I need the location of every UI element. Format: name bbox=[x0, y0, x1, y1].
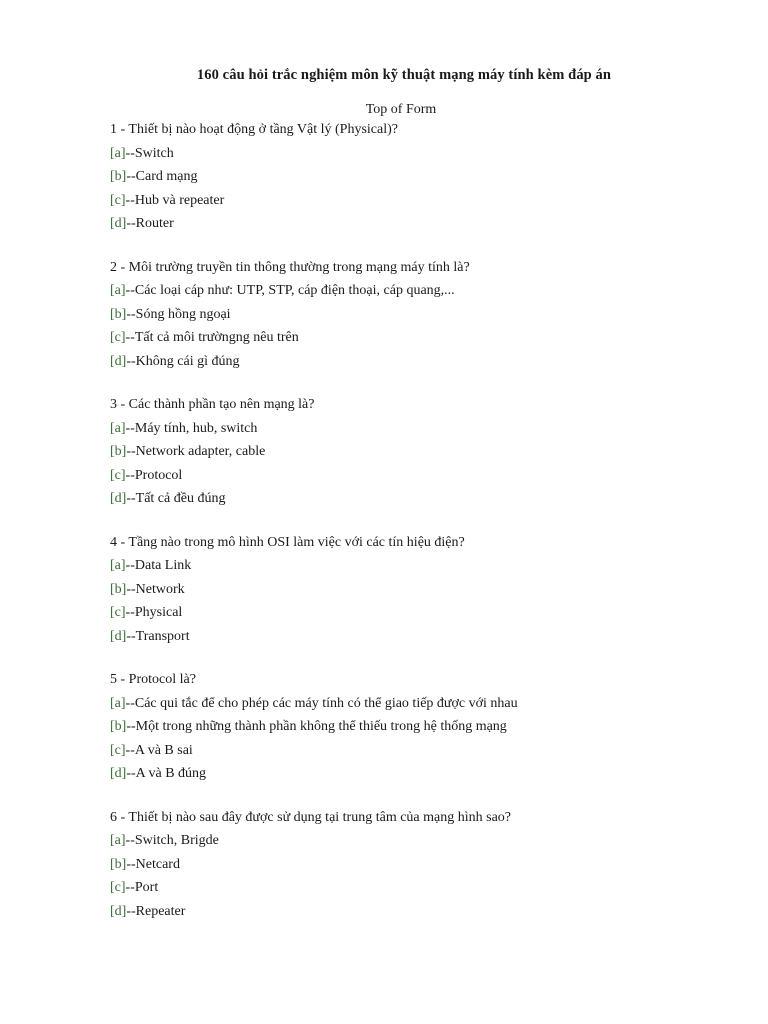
option-separator: -- bbox=[125, 833, 135, 848]
option-letter: [b] bbox=[110, 306, 127, 322]
option-letter: [c] bbox=[110, 330, 126, 345]
option-c bbox=[110, 601, 750, 625]
option-text: Repeater bbox=[135, 903, 186, 919]
question-text: 5 - Protocol là? bbox=[110, 672, 196, 687]
option-c bbox=[110, 189, 750, 213]
option-letter: [d] bbox=[110, 353, 127, 369]
option-a bbox=[110, 829, 750, 853]
option-b bbox=[110, 715, 750, 739]
option-a bbox=[110, 692, 750, 716]
option-separator: -- bbox=[126, 766, 136, 781]
question-text: 4 - Tầng nào trong mô hình OSI làm việc với các tín hiệu điện? bbox=[110, 534, 465, 550]
question-list bbox=[110, 118, 750, 943]
option-b bbox=[110, 578, 750, 602]
option-letter: [c] bbox=[110, 192, 126, 208]
option-letter: [b] bbox=[110, 581, 127, 597]
question-4 bbox=[110, 531, 750, 649]
option-separator: -- bbox=[126, 444, 136, 459]
option-separator: -- bbox=[125, 145, 135, 161]
option-separator: -- bbox=[126, 719, 136, 734]
option-a bbox=[110, 417, 750, 441]
option-b bbox=[110, 303, 750, 327]
option-text: Máy tính, hub, switch bbox=[134, 420, 258, 436]
option-letter: [d] bbox=[110, 903, 127, 919]
option-text: Switch bbox=[134, 145, 174, 161]
option-text: Network bbox=[135, 581, 185, 597]
option-d bbox=[110, 900, 750, 924]
option-letter: [a] bbox=[110, 283, 126, 298]
option-letter: [a] bbox=[110, 420, 126, 436]
option-letter: [d] bbox=[110, 216, 127, 231]
option-text: Tất cả đều đúng bbox=[135, 491, 226, 506]
question-6 bbox=[110, 806, 750, 924]
option-separator: -- bbox=[126, 903, 136, 919]
question-3 bbox=[110, 393, 750, 511]
option-d bbox=[110, 212, 750, 236]
option-text: Netcard bbox=[135, 856, 180, 872]
option-text: Transport bbox=[135, 628, 190, 644]
option-letter: [c] bbox=[110, 605, 126, 620]
option-c bbox=[110, 876, 750, 900]
option-d bbox=[110, 487, 750, 511]
option-a bbox=[110, 279, 750, 303]
option-text: Protocol bbox=[134, 467, 183, 483]
question-text: 2 - Môi trường truyền tin thông thường trong mạng máy tính là? bbox=[110, 259, 470, 275]
option-text: Switch, Brigde bbox=[134, 833, 219, 848]
option-separator: -- bbox=[125, 880, 135, 895]
top-of-form-label: Top of Form bbox=[365, 102, 437, 117]
option-separator: -- bbox=[125, 192, 135, 208]
option-d bbox=[110, 625, 750, 649]
option-b bbox=[110, 853, 750, 877]
option-text: Network adapter, cable bbox=[135, 444, 266, 459]
question-text: 3 - Các thành phần tạo nên mạng là? bbox=[110, 397, 315, 412]
option-separator: -- bbox=[126, 628, 136, 644]
option-letter: [b] bbox=[110, 856, 127, 872]
option-text: Physical bbox=[134, 605, 183, 620]
option-letter: [c] bbox=[110, 880, 126, 895]
option-text: Không cái gì đúng bbox=[135, 353, 240, 369]
option-text: A và B sai bbox=[134, 742, 193, 758]
question-5 bbox=[110, 668, 750, 786]
option-letter: [c] bbox=[110, 467, 126, 483]
option-separator: -- bbox=[125, 420, 135, 436]
option-text: Tất cả môi trườngng nêu trên bbox=[134, 330, 299, 345]
option-c bbox=[110, 464, 750, 488]
question-text: 1 - Thiết bị nào hoạt động ở tầng Vật lý (Physical)? bbox=[110, 122, 398, 137]
option-a bbox=[110, 554, 750, 578]
option-d bbox=[110, 350, 750, 374]
option-letter: [b] bbox=[110, 169, 127, 184]
option-letter: [a] bbox=[110, 558, 126, 573]
option-separator: -- bbox=[125, 742, 135, 758]
option-text: Một trong những thành phần không thể thiếu trong hệ thống mạng bbox=[135, 719, 507, 734]
option-text: Data Link bbox=[134, 558, 192, 573]
option-b bbox=[110, 165, 750, 189]
option-text: Các qui tắc để cho phép các máy tính có thể giao tiếp được với nhau bbox=[134, 695, 518, 711]
option-a bbox=[110, 142, 750, 166]
document-title: 160 câu hỏi trắc nghiệm môn kỹ thuật mạng máy tính kèm đáp án bbox=[196, 67, 612, 83]
option-text: Router bbox=[135, 216, 174, 231]
option-separator: -- bbox=[125, 605, 135, 620]
option-d bbox=[110, 762, 750, 786]
option-c bbox=[110, 739, 750, 763]
option-separator: -- bbox=[125, 283, 135, 298]
option-text: A và B đúng bbox=[135, 766, 207, 781]
option-letter: [d] bbox=[110, 491, 127, 506]
option-letter: [d] bbox=[110, 628, 127, 644]
option-letter: [a] bbox=[110, 833, 126, 848]
option-letter: [b] bbox=[110, 444, 127, 459]
question-2 bbox=[110, 256, 750, 374]
option-separator: -- bbox=[126, 856, 136, 872]
option-letter: [b] bbox=[110, 719, 127, 734]
option-separator: -- bbox=[126, 581, 136, 597]
option-letter: [a] bbox=[110, 145, 126, 161]
option-separator: -- bbox=[126, 216, 136, 231]
option-separator: -- bbox=[126, 306, 136, 322]
option-separator: -- bbox=[125, 467, 135, 483]
option-separator: -- bbox=[125, 558, 135, 573]
option-text: Các loại cáp như: UTP, STP, cáp điện thoại, cáp quang,... bbox=[134, 283, 455, 298]
option-c bbox=[110, 326, 750, 350]
option-separator: -- bbox=[125, 695, 135, 711]
question-text: 6 - Thiết bị nào sau đây được sử dụng tại trung tâm của mạng hình sao? bbox=[110, 809, 512, 825]
question-1 bbox=[110, 118, 750, 236]
option-text: Sóng hồng ngoại bbox=[135, 306, 231, 322]
option-separator: -- bbox=[126, 491, 136, 506]
option-text: Card mạng bbox=[135, 169, 198, 184]
option-letter: [d] bbox=[110, 766, 127, 781]
option-letter: [a] bbox=[110, 695, 126, 711]
option-text: Hub và repeater bbox=[134, 192, 225, 208]
option-letter: [c] bbox=[110, 742, 126, 758]
option-separator: -- bbox=[126, 169, 136, 184]
option-text: Port bbox=[134, 880, 159, 895]
option-separator: -- bbox=[125, 330, 135, 345]
option-separator: -- bbox=[126, 353, 136, 369]
option-b bbox=[110, 440, 750, 464]
